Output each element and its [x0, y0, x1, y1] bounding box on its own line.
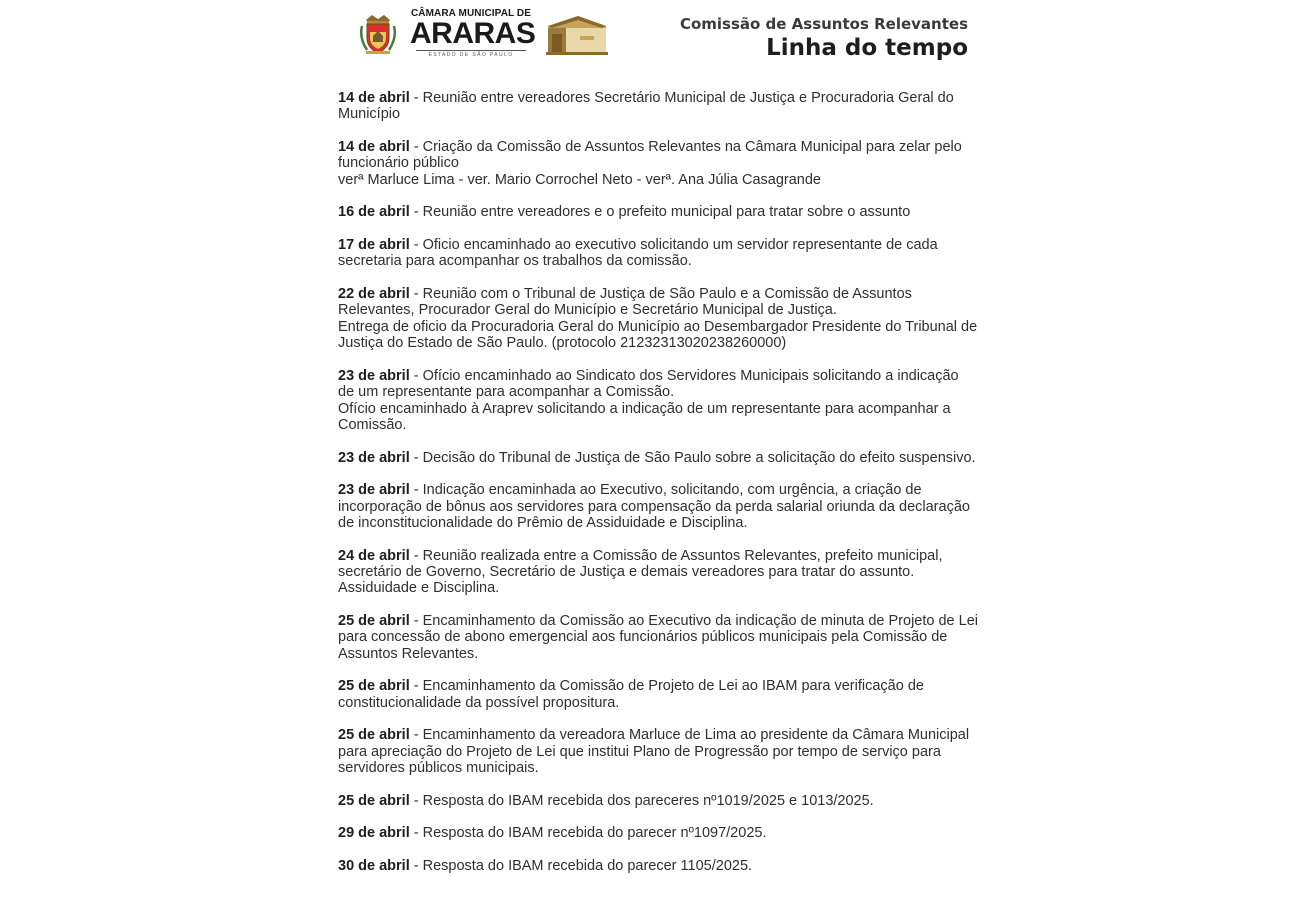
entry-text: - Ofício encaminhado ao Sindicato dos Servidores Municipais solicitando a indicação de um representante para acompanhar a Comissão. — [338, 367, 959, 401]
entry-text: - Indicação encaminhada ao Executivo, solicitando, com urgência, a criação de incorporação de bônus aos servidores para compensação da perda salarial oriunda da declaração de inconstitucionalidade do Prêmio de Assiduidade e Disciplina. — [338, 482, 970, 532]
entry-date: 16 de abril — [338, 204, 410, 221]
logo-wordmark — [410, 8, 536, 60]
timeline-entry — [338, 613, 978, 662]
timeline-entry — [338, 204, 978, 220]
timeline-entry — [338, 727, 978, 776]
entry-extra: verª Marluce Lima - ver. Mario Corrochel Neto - verª. Ana Júlia Casagrande — [338, 171, 821, 188]
entry-date: 14 de abril — [338, 90, 410, 106]
entry-date: 25 de abril — [338, 792, 410, 809]
entry-text: - Encaminhamento da Comissão de Projeto de Lei ao IBAM para verificação de constitucionalidade da possível propositura. — [338, 678, 924, 711]
timeline-entry — [338, 678, 978, 711]
building-icon — [544, 12, 608, 56]
timeline-entry — [338, 139, 978, 188]
entry-date: 23 de abril — [338, 367, 410, 384]
entry-text: - Encaminhamento da vereadora Marluce de Lima ao presidente da Câmara Municipal para apreciação do Projeto de Lei que institui Plano de Progressão por tempo de serviço para servidores públicos municipais. — [338, 727, 970, 777]
entry-text: - Oficio encaminhado ao executivo solicitando um servidor representante de cada secretaria para acompanhar os trabalhos da comissão. — [338, 237, 938, 270]
entry-text: - Resposta do IBAM recebida do parecer nº1097/2025. — [409, 825, 767, 842]
timeline-entry — [338, 482, 978, 531]
page-title: Linha do tempo — [766, 35, 968, 61]
timeline-entry — [338, 858, 978, 874]
entry-date: 17 de abril — [338, 237, 410, 253]
entry-date: 24 de abril — [338, 547, 410, 564]
document-page — [338, 0, 978, 900]
title-block — [680, 14, 968, 62]
entry-extra: Ofício encaminhado à Araprev solicitando a indicação de um representante para acompanhar a Comissão. — [338, 400, 951, 434]
timeline-entry — [338, 793, 978, 809]
entry-text: - Encaminhamento da Comissão ao Executivo da indicação de minuta de Projeto de Lei para concessão de abono emergencial aos funcionários públicos municipais pela Comissão de Assuntos Relevantes. — [338, 613, 978, 662]
entry-date: 30 de abril — [338, 858, 410, 875]
entry-text: - Reunião entre vereadores Secretário Municipal de Justiça e Procuradoria Geral do Município — [338, 90, 954, 123]
header — [338, 0, 978, 70]
entry-date: 14 de abril — [338, 139, 410, 155]
logo-top-text: CÂMARA MUNICIPAL DE — [410, 8, 532, 19]
timeline-entry — [338, 548, 978, 597]
entry-extra: Assiduidade e Disciplina. — [338, 580, 500, 597]
entry-extra: Entrega de oficio da Procuradoria Geral do Município ao Desembargador Presidente do Tribunal de Justiça do Estado de São Paulo. (protocolo 21232313020238260000) — [338, 318, 978, 352]
timeline-entry — [338, 286, 978, 352]
entry-date: 23 de abril — [338, 482, 410, 499]
timeline-entry — [338, 90, 978, 123]
entry-text: - Reunião com o Tribunal de Justiça de São Paulo e a Comissão de Assuntos Relevantes, Procurador Geral do Município e Secretário Municipal de Justiça. — [338, 286, 912, 319]
entry-text: - Resposta do IBAM recebida do parecer 1105/2025. — [409, 858, 753, 875]
entry-date: 22 de abril — [338, 286, 410, 302]
entry-date: 29 de abril — [338, 825, 410, 842]
timeline-entry — [338, 237, 978, 270]
timeline-entry — [338, 368, 978, 434]
entry-text: - Reunião realizada entre a Comissão de Assuntos Relevantes, prefeito municipal, secretário de Governo, Secretário de Justiça e demais vereadores para tratar do assunto. — [338, 547, 943, 581]
entry-text: - Resposta do IBAM recebida dos pareceres nº1019/2025 e 1013/2025. — [409, 792, 874, 809]
timeline-list — [338, 90, 978, 891]
entry-text: - Reunião entre vereadores e o prefeito municipal para tratar sobre o assunto — [409, 204, 911, 221]
timeline-entry — [338, 450, 978, 466]
entry-date: 25 de abril — [338, 613, 410, 630]
camara-logo — [358, 8, 608, 60]
logo-state-text: ESTADO DE SÃO PAULO — [416, 50, 526, 59]
entry-text: - Decisão do Tribunal de Justiça de São Paulo sobre a solicitação do efeito suspensivo. — [409, 449, 976, 466]
commission-title: Comissão de Assuntos Relevantes — [679, 15, 968, 33]
coat-of-arms-icon — [358, 12, 398, 56]
logo-city-text: ARARAS — [410, 17, 536, 50]
entry-date: 25 de abril — [338, 678, 410, 695]
entry-date: 25 de abril — [338, 727, 410, 744]
entry-text: - Criação da Comissão de Assuntos Relevantes na Câmara Municipal para zelar pelo funcionário público — [338, 139, 962, 172]
entry-date: 23 de abril — [338, 449, 410, 466]
timeline-entry — [338, 825, 978, 841]
